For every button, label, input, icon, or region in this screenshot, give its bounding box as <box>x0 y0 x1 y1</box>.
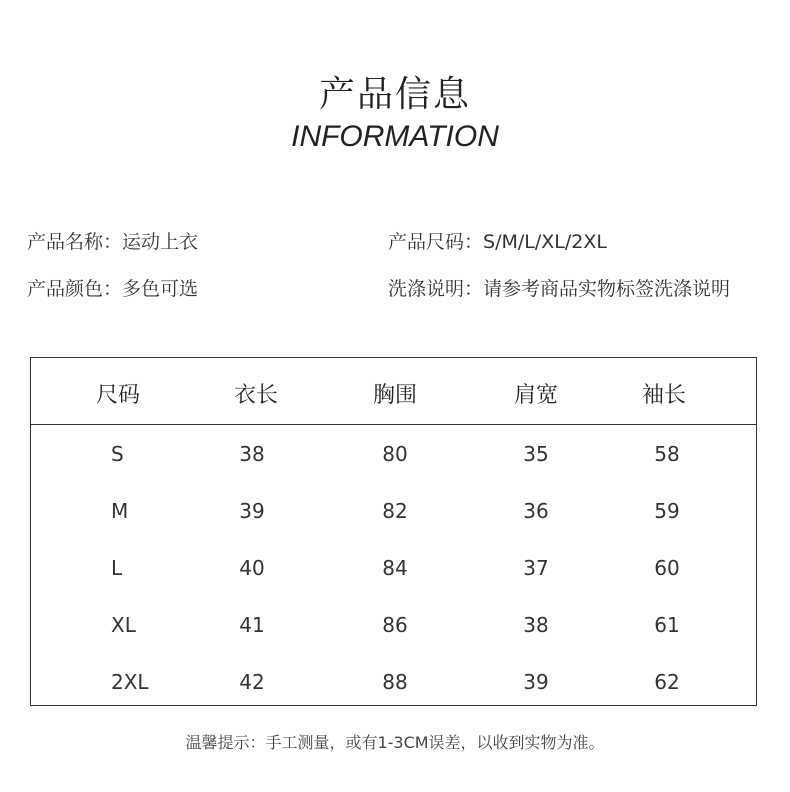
info-wash-instructions-value: 请参考商品实物标签洗涤说明 <box>483 278 731 300</box>
table-cell: 84 <box>382 556 408 580</box>
table-cell: 82 <box>382 499 408 523</box>
info-product-size-label: 产品尺码： <box>388 231 484 253</box>
size-table-header <box>31 358 756 425</box>
table-row <box>31 542 756 599</box>
table-cell: 80 <box>382 442 408 466</box>
table-cell-size: 2XL <box>111 670 149 694</box>
info-product-size <box>388 227 607 254</box>
table-cell: 35 <box>523 442 549 466</box>
info-product-color <box>27 274 198 301</box>
table-cell: 58 <box>654 442 680 466</box>
header-chest: 胸围 <box>372 383 417 408</box>
info-product-color-value: 多色可选 <box>122 278 199 300</box>
table-cell: 59 <box>654 499 680 523</box>
table-row <box>31 485 756 542</box>
page-subtitle: INFORMATION <box>291 120 499 153</box>
table-cell: 37 <box>523 556 549 580</box>
footer-note: 温馨提示：手工测量，或有1-3CM误差，以收到实物为准。 <box>185 733 605 752</box>
info-wash-instructions <box>388 274 730 301</box>
header-length: 衣长 <box>233 383 278 408</box>
info-product-size-value: S/M/L/XL/2XL <box>483 231 607 253</box>
table-cell: 42 <box>239 670 265 694</box>
header-shoulder: 肩宽 <box>513 383 558 408</box>
table-cell: 88 <box>382 670 408 694</box>
table-cell-size: L <box>111 556 123 580</box>
table-cell: 60 <box>654 556 680 580</box>
table-cell: 62 <box>654 670 680 694</box>
table-cell: 39 <box>523 670 549 694</box>
table-cell: 39 <box>239 499 265 523</box>
table-cell: 41 <box>239 613 265 637</box>
info-product-color-label: 产品颜色： <box>27 278 123 300</box>
page-title: 产品信息 <box>318 74 471 115</box>
table-cell: 36 <box>523 499 549 523</box>
info-product-name <box>27 227 198 254</box>
header-size: 尺码 <box>95 383 140 408</box>
table-cell: 86 <box>382 613 408 637</box>
info-product-name-value: 运动上衣 <box>122 231 199 253</box>
table-cell: 38 <box>239 442 265 466</box>
table-row <box>31 428 756 485</box>
info-wash-instructions-label: 洗涤说明： <box>388 278 484 300</box>
table-cell-size: S <box>111 442 124 466</box>
table-cell-size: M <box>111 499 129 523</box>
size-table <box>30 357 757 706</box>
table-cell-size: XL <box>111 613 136 637</box>
table-cell: 38 <box>523 613 549 637</box>
table-cell: 61 <box>654 613 680 637</box>
header-sleeve: 袖长 <box>641 383 686 408</box>
table-row <box>31 656 756 713</box>
table-row <box>31 599 756 656</box>
info-product-name-label: 产品名称： <box>27 231 123 253</box>
table-cell: 40 <box>239 556 265 580</box>
